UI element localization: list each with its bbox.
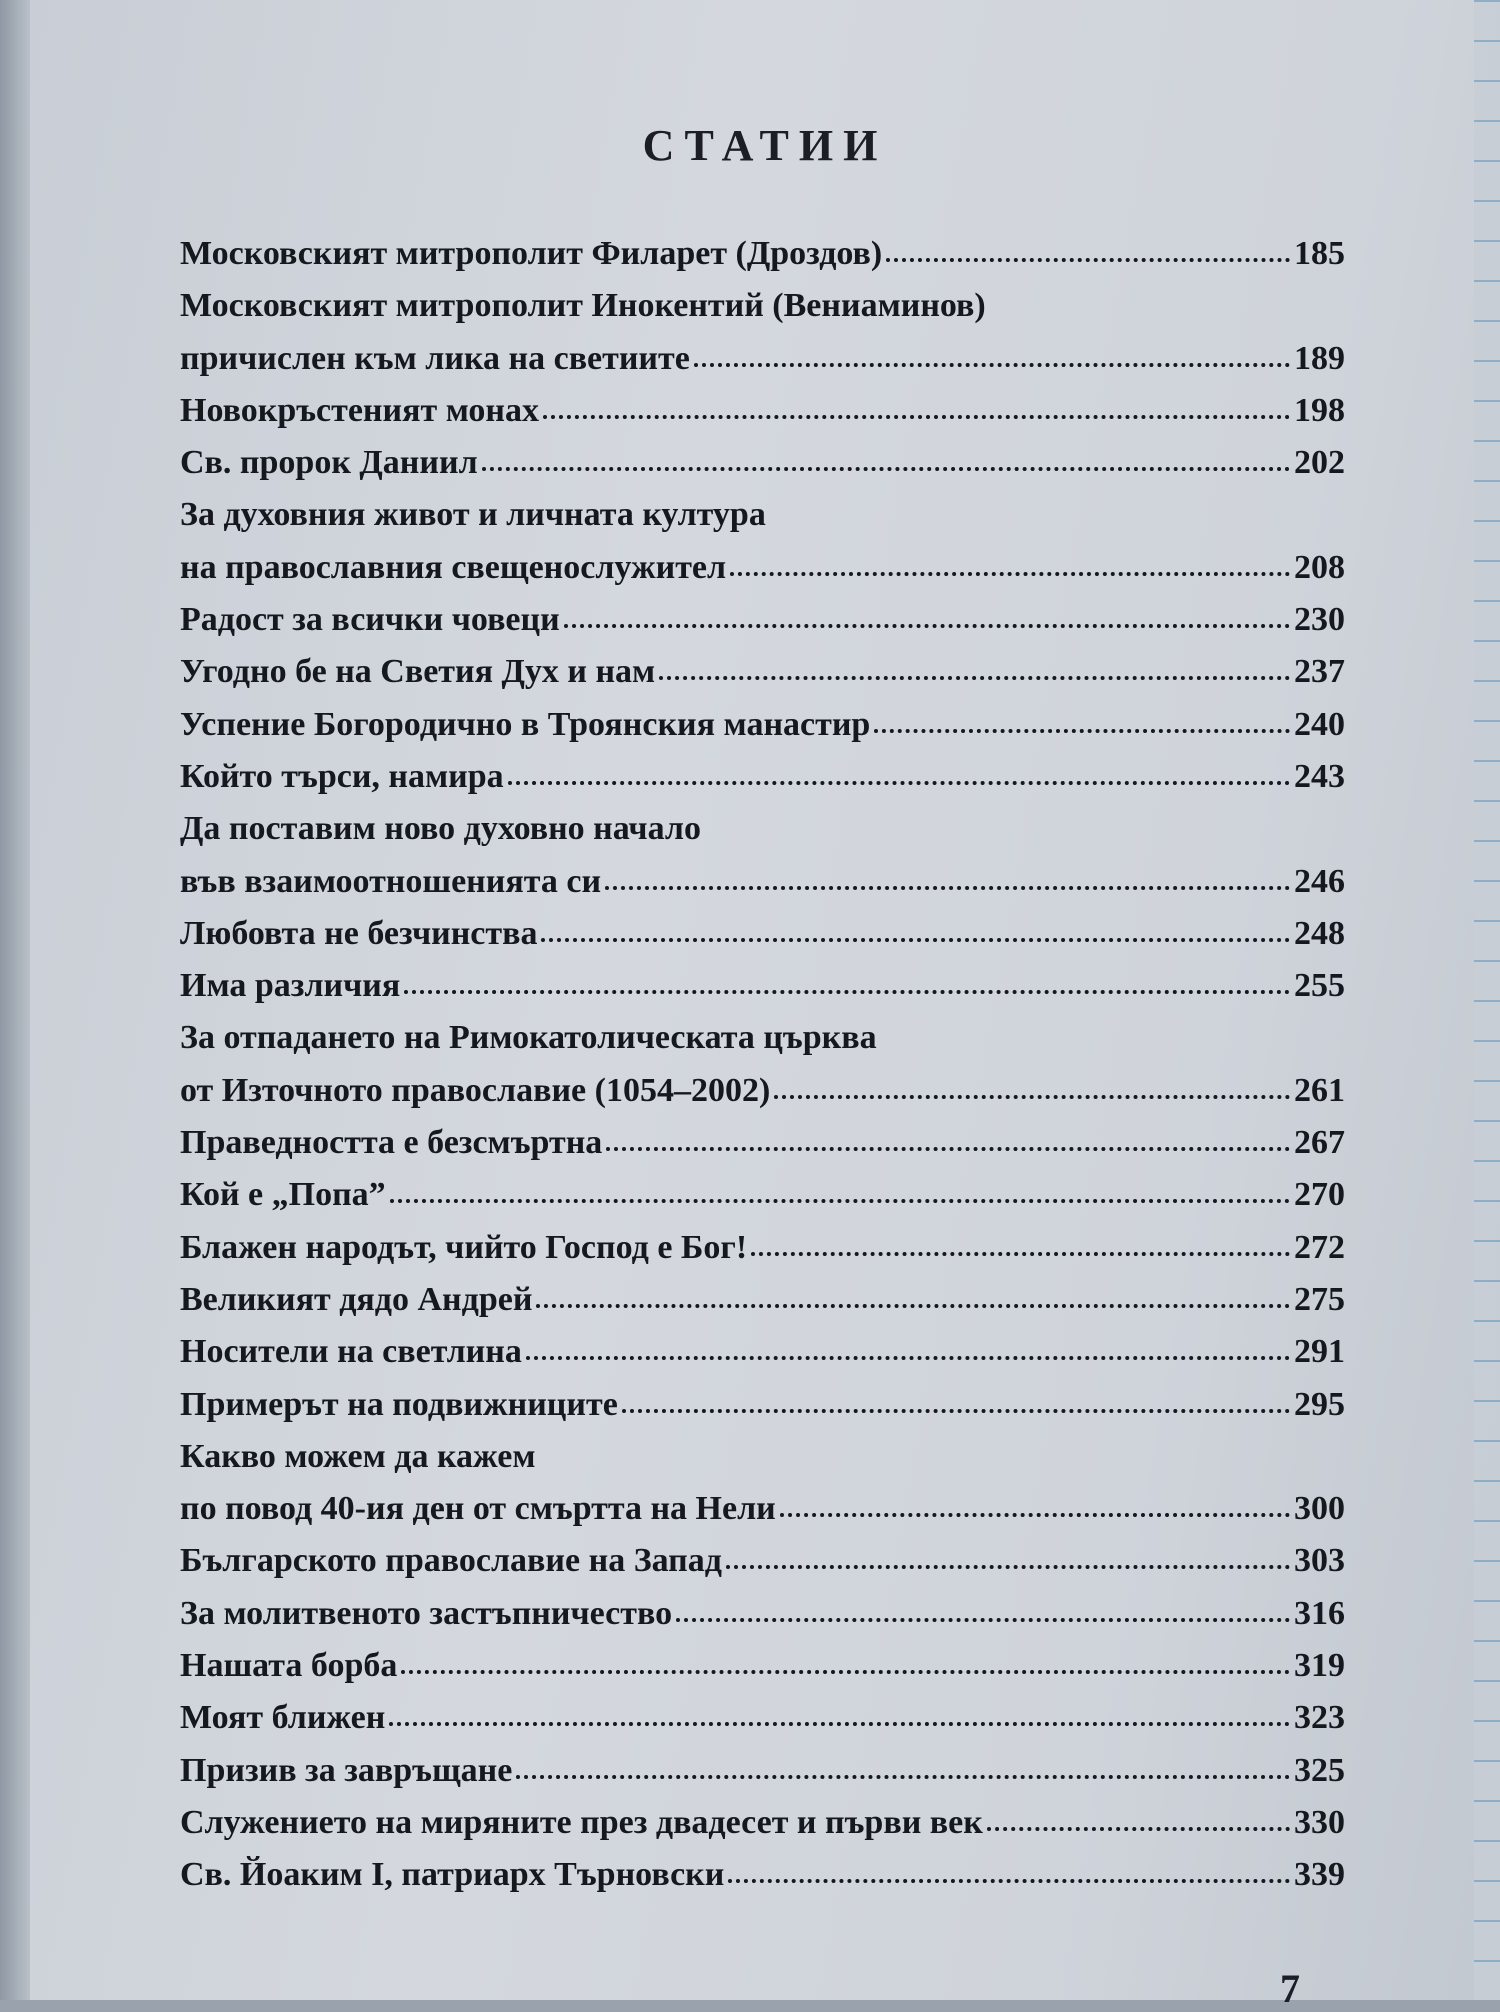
toc-entry-line <box>180 960 1345 1012</box>
toc-entry-title: Праведността е безсмъртна <box>180 1124 603 1162</box>
toc-entry <box>180 1379 1345 1431</box>
toc-entry-title: Радост за всички човеци <box>180 601 560 639</box>
toc-entry-line <box>180 1274 1345 1326</box>
toc-entry-title: Българското православие на Запад <box>180 1542 722 1580</box>
toc-entry <box>180 1274 1345 1326</box>
dot-leader <box>390 1195 1290 1203</box>
toc-entry-line <box>180 333 1345 385</box>
toc-entry-title: на православния свещенослужител <box>180 548 727 586</box>
toc-entry-page: 261 <box>1294 1071 1345 1109</box>
toc-entry-line <box>180 1692 1345 1744</box>
dot-leader <box>622 1405 1290 1413</box>
toc-entry <box>180 1012 1345 1117</box>
toc-entry <box>180 803 1345 908</box>
toc-entry-page: 267 <box>1294 1124 1345 1162</box>
toc-entry-page: 208 <box>1294 548 1345 586</box>
toc-entry-page: 319 <box>1294 1647 1345 1685</box>
toc-entry-page: 230 <box>1294 601 1345 639</box>
toc-entry <box>180 385 1345 437</box>
toc-entry-line <box>180 1169 1345 1221</box>
toc-entry-title: Любовта не безчинства <box>180 914 538 952</box>
toc-entry-page: 189 <box>1294 339 1345 377</box>
toc-entry-line <box>180 751 1345 803</box>
toc-entry-line <box>180 1535 1345 1587</box>
toc-entry-line <box>180 908 1345 960</box>
dot-leader <box>774 1091 1290 1099</box>
toc-entry-line <box>180 646 1345 698</box>
toc-entry <box>180 1849 1345 1901</box>
notebook-edge <box>1474 0 1500 2000</box>
toc-entry-line <box>180 437 1345 489</box>
toc-entry-line <box>180 1588 1345 1640</box>
toc-entry-title: За молитвеното застъпничество <box>180 1594 673 1632</box>
toc-entry-line <box>180 1483 1345 1535</box>
dot-leader <box>508 777 1290 785</box>
dot-leader <box>536 1300 1290 1308</box>
toc-entry-page: 255 <box>1294 967 1345 1005</box>
toc-entry-title: Блажен народът, чийто Господ е Бог! <box>180 1228 748 1266</box>
section-heading: СТАТИИ <box>642 121 888 170</box>
toc-entry <box>180 1326 1345 1378</box>
toc-entry-title: Угодно бе на Светия Дух и нам <box>180 653 656 691</box>
toc-entry-line <box>180 803 1345 855</box>
toc-entry <box>180 908 1345 960</box>
toc-entry-title: във взаимоотношенията си <box>180 862 602 900</box>
dot-leader <box>482 463 1290 471</box>
toc-entry-page: 202 <box>1294 444 1345 482</box>
toc-entry-title: Да поставим ново духовно начало <box>180 810 701 848</box>
toc-entry-page: 248 <box>1294 914 1345 952</box>
toc-entry-page: 339 <box>1294 1856 1345 1894</box>
toc-entry-title: причислен към лика на светиите <box>180 339 690 377</box>
toc-entry-page: 303 <box>1294 1542 1345 1580</box>
toc-entry <box>180 1745 1345 1797</box>
toc-entry-page: 270 <box>1294 1176 1345 1214</box>
toc-entry-title: Моят ближен <box>180 1699 386 1737</box>
toc-entry-title: Който търси, намира <box>180 757 504 795</box>
toc-entry <box>180 699 1345 751</box>
toc-entry <box>180 1692 1345 1744</box>
toc-entry <box>180 280 1345 385</box>
toc-entry-line <box>180 1431 1345 1483</box>
toc-entry-page: 272 <box>1294 1228 1345 1266</box>
toc-entry <box>180 1169 1345 1221</box>
toc-entry-page: 323 <box>1294 1699 1345 1737</box>
toc-entry <box>180 646 1345 698</box>
toc-entry-page: 275 <box>1294 1280 1345 1318</box>
dot-leader <box>389 1718 1290 1726</box>
toc-entry-page: 330 <box>1294 1803 1345 1841</box>
dot-leader <box>987 1823 1290 1831</box>
toc-entry-line <box>180 1012 1345 1064</box>
toc-entry-page: 295 <box>1294 1385 1345 1423</box>
toc-entry <box>180 1222 1345 1274</box>
toc-entry-line <box>180 594 1345 646</box>
toc-entry-title: Московският митрополит Инокентий (Вениаминов) <box>180 287 986 325</box>
toc-entry-page: 325 <box>1294 1751 1345 1789</box>
toc-entry-title: Служението на миряните през двадесет и първи век <box>180 1803 983 1841</box>
toc-entry-title: Примерът на подвижниците <box>180 1385 618 1423</box>
toc-entry-title: Има различия <box>180 967 401 1005</box>
dot-leader <box>728 1875 1290 1883</box>
dot-leader <box>730 568 1290 576</box>
toc-entry-title: Призив за завръщане <box>180 1751 513 1789</box>
dot-leader <box>564 620 1290 628</box>
toc-entry-line <box>180 228 1345 280</box>
toc-entry-line <box>180 1222 1345 1274</box>
toc-entry-title: Успение Богородично в Троянския манастир <box>180 705 871 743</box>
toc-entry <box>180 228 1345 280</box>
dot-leader <box>874 725 1290 733</box>
toc-entry-title: Какво можем да кажем <box>180 1437 536 1475</box>
toc-entry <box>180 1117 1345 1169</box>
page-binding-edge <box>0 0 30 2000</box>
dot-leader <box>694 359 1290 367</box>
toc-entry <box>180 594 1345 646</box>
toc-entry-line <box>180 1745 1345 1797</box>
toc-entry-title: Св. пророк Даниил <box>180 444 478 482</box>
toc-entry-line <box>180 856 1345 908</box>
toc-entry-title: Носители на светлина <box>180 1333 522 1371</box>
toc-entry-title: Новокръстеният монах <box>180 391 540 429</box>
toc-entry-page: 240 <box>1294 705 1345 743</box>
toc-entry-line <box>180 1379 1345 1431</box>
toc-entry-title: Нашата борба <box>180 1647 398 1685</box>
dot-leader <box>404 986 1290 994</box>
dot-leader <box>886 254 1290 262</box>
dot-leader <box>751 1248 1290 1256</box>
toc-entry-line <box>180 542 1345 594</box>
toc-entry-page: 316 <box>1294 1594 1345 1632</box>
toc-entry-line <box>180 699 1345 751</box>
toc-entry-page: 246 <box>1294 862 1345 900</box>
toc-entry <box>180 1640 1345 1692</box>
toc-entry-line <box>180 280 1345 332</box>
toc-entry-line <box>180 1326 1345 1378</box>
toc-entry-page: 291 <box>1294 1333 1345 1371</box>
toc-entry-page: 237 <box>1294 653 1345 691</box>
toc-entry-page: 198 <box>1294 391 1345 429</box>
toc-entry <box>180 1588 1345 1640</box>
page-number: 7 <box>1280 1966 1300 2011</box>
dot-leader <box>543 411 1290 419</box>
toc-entry-title: За отпадането на Римокатолическата църква <box>180 1019 877 1057</box>
toc-entry-line <box>180 1849 1345 1901</box>
toc-entry-line <box>180 1065 1345 1117</box>
toc-entry-title: Великият дядо Андрей <box>180 1280 533 1318</box>
toc-entry <box>180 437 1345 489</box>
toc-entry-line <box>180 1117 1345 1169</box>
toc-entry-title: Кой е „Попа” <box>180 1176 386 1214</box>
toc-entry <box>180 960 1345 1012</box>
toc-entry-title: За духовния живот и личната култура <box>180 496 766 534</box>
toc-entry-title: Св. Йоаким I, патриарх Търновски <box>180 1856 725 1894</box>
toc-entry <box>180 1431 1345 1536</box>
dot-leader <box>516 1771 1290 1779</box>
toc-entry-title: от Източното православие (1054–2002) <box>180 1071 771 1109</box>
toc-entry <box>180 489 1345 594</box>
table-of-contents <box>180 228 1345 1902</box>
dot-leader <box>605 882 1290 890</box>
dot-leader <box>659 672 1290 680</box>
toc-entry <box>180 751 1345 803</box>
toc-entry-line <box>180 489 1345 541</box>
book-page <box>30 0 1500 2011</box>
toc-entry-page: 243 <box>1294 757 1345 795</box>
dot-leader <box>676 1614 1290 1622</box>
dot-leader <box>780 1509 1290 1517</box>
dot-leader <box>606 1143 1290 1151</box>
toc-entry <box>180 1797 1345 1849</box>
dot-leader <box>526 1352 1290 1360</box>
toc-entry-title: по повод 40-ия ден от смъртта на Нели <box>180 1490 776 1528</box>
toc-entry-line <box>180 385 1345 437</box>
toc-entry-page: 300 <box>1294 1490 1345 1528</box>
dot-leader <box>726 1561 1290 1569</box>
toc-entry-page: 185 <box>1294 235 1345 272</box>
dot-leader <box>401 1666 1290 1674</box>
toc-entry <box>180 1535 1345 1587</box>
toc-entry-line <box>180 1640 1345 1692</box>
dot-leader <box>541 934 1290 942</box>
toc-entry-title: Московският митрополит Филарет (Дроздов) <box>180 235 883 272</box>
toc-entry-line <box>180 1797 1345 1849</box>
